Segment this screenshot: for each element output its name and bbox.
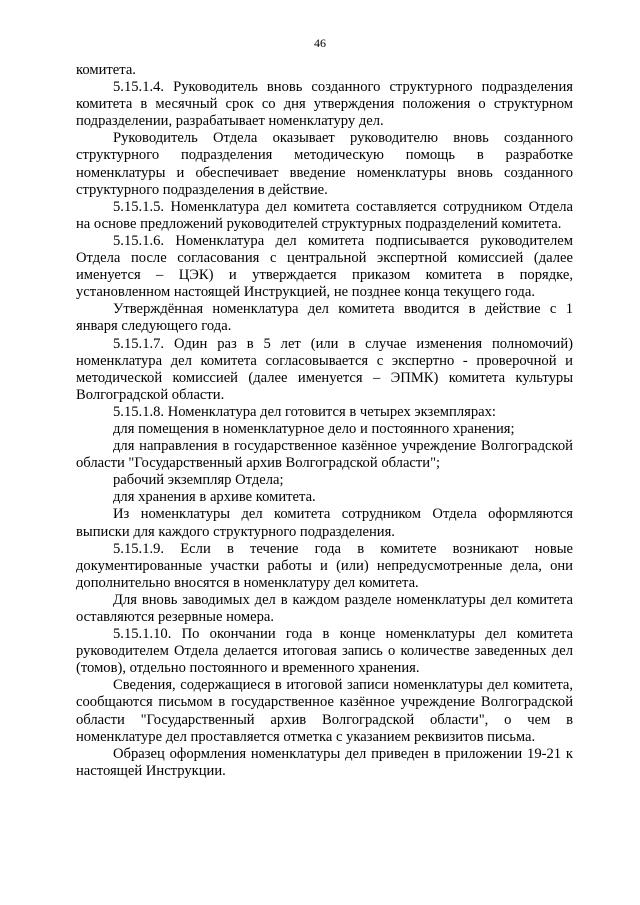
list-item-copy-4: для хранения в архиве комитета. xyxy=(113,489,316,506)
paragraph-reserve-numbers: Для вновь заводимых дел в каждом разделе номенклатуры дел комитета оставляются резервные номера. xyxy=(76,591,573,625)
paragraph-5-15-1-10: 5.15.1.10. По окончании года в конце номенклатуры дел комитета руководителем Отдела делается итоговая запись о количестве заведенных дел (томов), отдельно постоянного и временного хранения. xyxy=(76,626,573,677)
page-number: 46 xyxy=(314,36,326,50)
paragraph-5-15-1-9: 5.15.1.9. Если в течение года в комитете возникают новые документированные участки работы и (или) непредусмотренные дела, они дополнительно вносятся в номенклатуру дел комитета. xyxy=(76,540,573,591)
paragraph-extracts: Из номенклатуры дел комитета сотрудником Отдела оформляются выписки для каждого структурного подразделения. xyxy=(76,506,573,540)
list-item-copy-2: для направления в государственное казённое учреждение Волгоградской области "Государственный архив Волгоградской области"; xyxy=(76,438,573,472)
paragraph-5-15-1-4: 5.15.1.4. Руководитель вновь созданного структурного подразделения комитета в месячный срок со дня утверждения положения о структурном подразделении, разрабатывает номенклатуру дел. xyxy=(76,79,573,130)
paragraph-methodical-help: Руководитель Отдела оказывает руководителю вновь созданного структурного подразделения методическую помощь в разработке номенклатуры и обеспечивает введение номенклатуры вновь созданного структурного подразделения в действие. xyxy=(76,130,573,198)
document-body xyxy=(76,62,573,780)
paragraph-5-15-1-6: 5.15.1.6. Номенклатура дел комитета подписывается руководителем Отдела после согласования с центральной экспертной комиссией (далее именуется – ЦЭК) и утверждается приказом комитета в порядке, установленном настоящей Инструкцией, не позднее конца текущего года. xyxy=(76,232,573,301)
paragraph-5-15-1-7: 5.15.1.7. Один раз в 5 лет (или в случае изменения полномочий) номенклатура дел комитета согласовывается с экспертно - проверочной и методической комиссией (далее именуется – ЭПМК) комитета культуры Волгоградской области. xyxy=(76,335,573,403)
paragraph-approved-nomenclature: Утверждённая номенклатура дел комитета вводится в действие с 1 января следующего года. xyxy=(76,301,573,335)
paragraph-continuation: комитета. xyxy=(76,62,136,78)
list-item-copy-1: для помещения в номенклатурное дело и постоянного хранения; xyxy=(113,420,515,437)
list-item-copy-3: рабочий экземпляр Отдела; xyxy=(113,472,284,489)
paragraph-sample-reference: Образец оформления номенклатуры дел приведен в приложении 19-21 к настоящей Инструкции. xyxy=(76,745,573,779)
paragraph-5-15-1-8: 5.15.1.8. Номенклатура дел готовится в четырех экземплярах: xyxy=(113,403,496,420)
paragraph-5-15-1-5: 5.15.1.5. Номенклатура дел комитета составляется сотрудником Отдела на основе предложений руководителей структурных подразделений комитета. xyxy=(76,198,573,232)
paragraph-summary-record: Сведения, содержащиеся в итоговой записи номенклатуры дел комитета, сообщаются письмом в государственное казённое учреждение Волгоградской области "Государственный архив Волгоградской области", о чем в номенклатуре дел проставляется отметка с указанием реквизитов письма. xyxy=(76,677,573,745)
